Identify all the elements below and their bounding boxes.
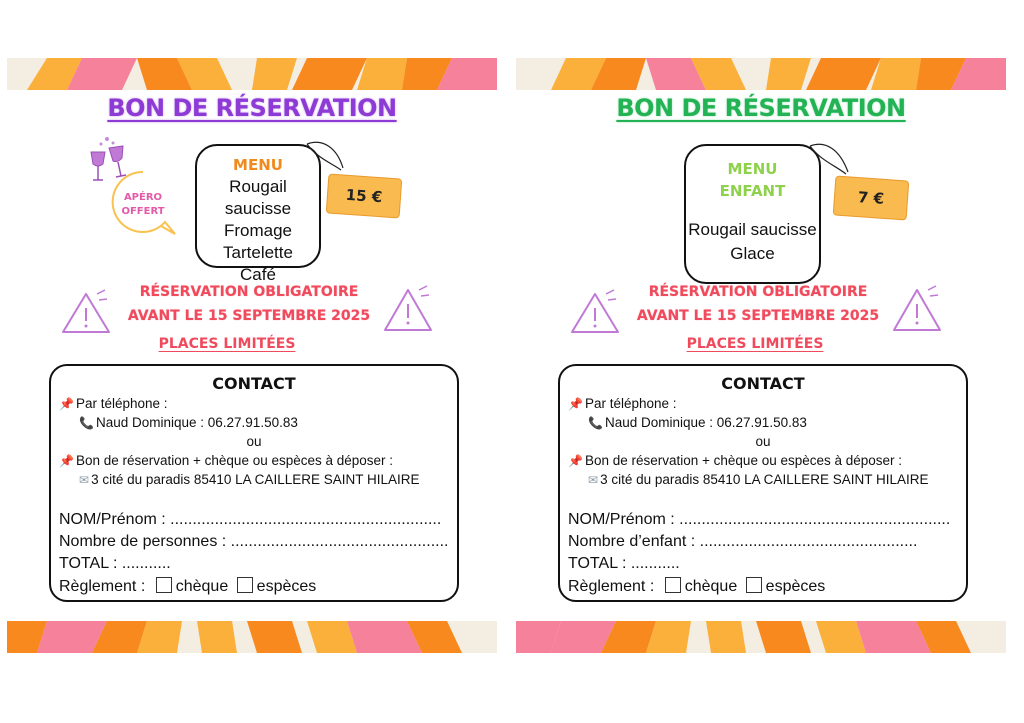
- menu-header-line-1: MENU: [727, 160, 778, 178]
- reservation-notice: [516, 280, 1003, 328]
- reservation-card-adult: [7, 58, 497, 653]
- menu-item: Tartelette: [223, 243, 293, 262]
- wine-glasses-icon: [85, 134, 133, 186]
- menu-item: Café: [240, 265, 276, 284]
- address: 3 cité du paradis 85410 LA CAILLERE SAINT HILAIRE: [91, 472, 420, 487]
- payment-row: [568, 577, 825, 596]
- count-field[interactable]: Nombre de personnes : .................................................: [59, 533, 449, 550]
- menu-item: Rougail saucisse: [688, 220, 817, 239]
- address: 3 cité du paradis 85410 LA CAILLERE SAINT HILAIRE: [600, 472, 929, 487]
- address-line: [79, 472, 420, 487]
- cheque-option: chèque: [684, 578, 738, 595]
- especes-checkbox[interactable]: [237, 577, 253, 593]
- cheque-option: chèque: [175, 578, 229, 595]
- total-field[interactable]: TOTAL : ...........: [568, 555, 680, 572]
- places-limited-text: PLACES LIMITÉES: [686, 336, 824, 352]
- reservation-card-child: [516, 58, 1006, 653]
- phone-icon: 📞: [79, 416, 94, 430]
- decorative-stripe-band-bottom: [516, 621, 1006, 653]
- phone-label-line: [568, 396, 677, 411]
- decorative-stripe-band-top: [516, 58, 1006, 90]
- pushpin-icon: 📌: [568, 397, 583, 411]
- name-field[interactable]: NOM/Prénom : .............................................................: [59, 511, 442, 528]
- payment-row: [59, 577, 316, 596]
- menu-header-line-2: ENFANT: [719, 182, 786, 200]
- pushpin-icon: 📌: [59, 454, 74, 468]
- phone-contact: Naud Dominique : 06.27.91.50.83: [604, 415, 807, 430]
- decorative-stripe-band-top: [7, 58, 497, 90]
- total-field[interactable]: TOTAL : ...........: [59, 555, 171, 572]
- menu-box: [684, 144, 821, 284]
- price-tag: 15 €: [326, 173, 403, 218]
- apero-line-1: APÉRO: [123, 192, 163, 203]
- deposit-label-line: [59, 453, 393, 468]
- reservation-notice: [7, 280, 494, 328]
- phone-label: Par téléphone :: [584, 396, 677, 411]
- phone-icon: 📞: [588, 416, 603, 430]
- or-text: ou: [246, 434, 262, 449]
- phone-label-line: [59, 396, 168, 411]
- payment-label: Règlement :: [568, 578, 655, 595]
- especes-option: espèces: [256, 578, 317, 595]
- menu-items: [686, 218, 819, 266]
- phone-contact-line: [588, 415, 807, 430]
- menu-item: Fromage: [223, 221, 293, 240]
- cheque-checkbox[interactable]: [665, 577, 681, 593]
- envelope-icon: ✉: [588, 473, 599, 487]
- phone-label: Par téléphone :: [75, 396, 168, 411]
- phone-contact-line: [79, 415, 298, 430]
- or-text: ou: [755, 434, 771, 449]
- deposit-label-line: [568, 453, 902, 468]
- reservation-line-1: RÉSERVATION OBLIGATOIRE: [648, 284, 868, 300]
- reservation-line-1: RÉSERVATION OBLIGATOIRE: [139, 284, 359, 300]
- price-tag: 7 €: [833, 175, 910, 220]
- name-field[interactable]: NOM/Prénom : .............................................................: [568, 511, 951, 528]
- deposit-label: Bon de réservation + chèque ou espèces à déposer :: [584, 453, 903, 468]
- reservation-line-2: AVANT LE 15 SEPTEMBRE 2025: [636, 308, 880, 324]
- menu-header: MENU: [233, 156, 283, 174]
- phone-contact: Naud Dominique : 06.27.91.50.83: [95, 415, 298, 430]
- especes-checkbox[interactable]: [746, 577, 762, 593]
- count-field[interactable]: Nombre d’enfant : .................................................: [568, 533, 918, 550]
- card-title: BON DE RÉSERVATION: [616, 94, 906, 122]
- reservation-line-2: AVANT LE 15 SEPTEMBRE 2025: [127, 308, 371, 324]
- especes-option: espèces: [765, 578, 826, 595]
- places-limited-notice: [516, 336, 1000, 352]
- places-limited-notice: [7, 336, 472, 352]
- payment-label: Règlement :: [59, 578, 146, 595]
- card-title: BON DE RÉSERVATION: [107, 94, 397, 122]
- contact-box: [558, 364, 968, 602]
- menu-item: Glace: [730, 244, 775, 263]
- places-limited-text: PLACES LIMITÉES: [158, 336, 296, 352]
- deposit-label: Bon de réservation + chèque ou espèces à déposer :: [75, 453, 394, 468]
- envelope-icon: ✉: [79, 473, 90, 487]
- pushpin-icon: 📌: [59, 397, 74, 411]
- decorative-stripe-band-bottom: [7, 621, 497, 653]
- apero-line-2: OFFERT: [121, 206, 165, 217]
- menu-item: Rougail saucisse: [224, 177, 292, 218]
- contact-title: CONTACT: [721, 374, 805, 393]
- address-line: [588, 472, 929, 487]
- contact-title: CONTACT: [212, 374, 296, 393]
- pushpin-icon: 📌: [568, 454, 583, 468]
- cheque-checkbox[interactable]: [156, 577, 172, 593]
- contact-box: [49, 364, 459, 602]
